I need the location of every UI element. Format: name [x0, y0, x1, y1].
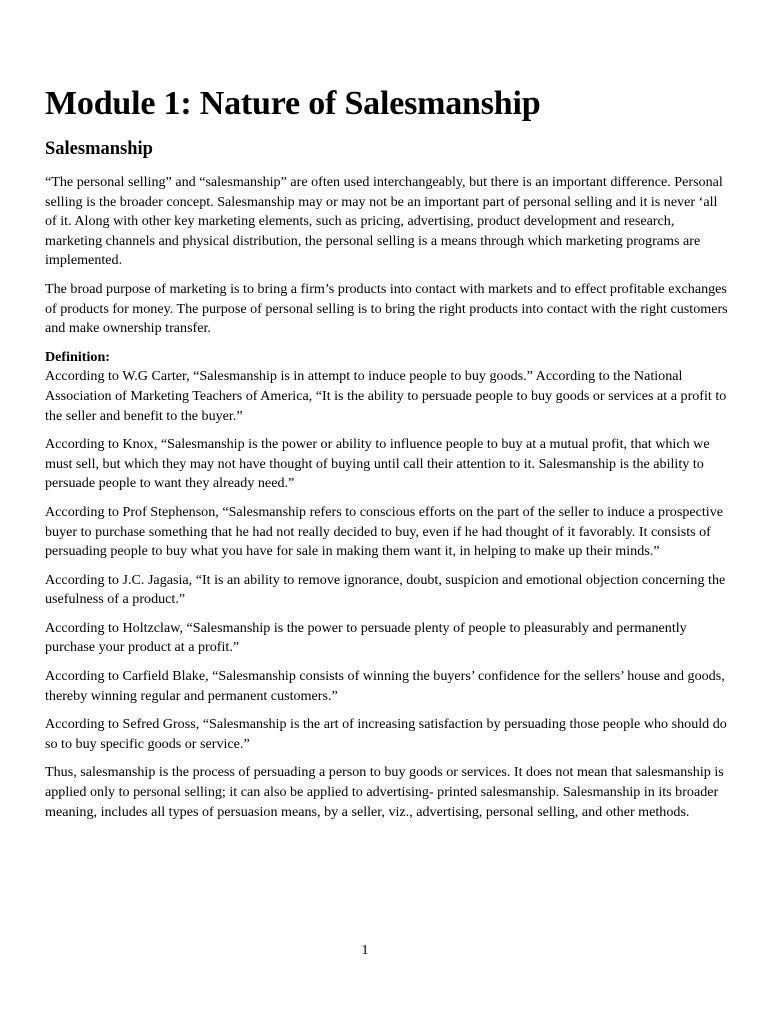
intro-section: [45, 173, 730, 339]
definition-holtzclaw: According to Holtzclaw, “Salesmanship is the power to persuade plenty of people to pleasurably and permanently purchase your product at a profit.”: [45, 619, 687, 656]
definition-blake: According to Carfield Blake, “Salesmanship consists of winning the buyers’ confidence for the sellers’ house and goods, thereby winning regular and permanent customers.”: [45, 668, 725, 704]
intro-paragraph-1: “The personal selling” and “salesmanship” are often used interchangeably, but there is an important difference. Personal selling is the broader concept. Salesmanship may or may not be an important part of personal selling and it is never ‘all of it. Along with other key marketing elements, such as pricing, advertising, product development and research, marketing channels and physical distribution, the personal selling is a means through which marketing programs are implemented.: [45, 174, 723, 269]
definition-carter: According to W.G Carter, “Salesmanship is in attempt to induce people to buy goods.” According to the National Association of Marketing Teachers of America, “It is the ability to persuade people to buy goods or services at a profit to the seller and benefit to the buyer.”: [45, 368, 727, 424]
definition-jagasia: According to J.C. Jagasia, “It is an ability to remove ignorance, doubt, suspicion and emotional objection concerning the usefulness of a product.”: [45, 571, 726, 608]
definition-knox: According to Knox, “Salesmanship is the power or ability to influence people to buy at a mutual profit, that which we must sell, but which they may not have thought of buying until call their attention to it. Salesmanship is the ability to persuade people to want they already need.”: [45, 436, 710, 492]
intro-paragraph-2: The broad purpose of marketing is to bring a firm’s products into contact with markets and to effect profitable exchanges of products for money. The purpose of personal selling is to bring the right products into contact with the right customers and make ownership transfer.: [45, 280, 728, 337]
page-title: Module 1: Nature of Salesmanship: [45, 85, 541, 122]
definition-stephenson: According to Prof Stephenson, “Salesmanship refers to conscious efforts on the part of the seller to induce a prospective buyer to purchase something that he had not really decided to buy, even if he had thought of it favorably. It consists of persuading people to buy what you have for sale in making them want it, in helping to make up their minds.”: [45, 503, 724, 560]
section-heading: Salesmanship: [45, 139, 153, 159]
conclusion-paragraph: Thus, salesmanship is the process of persuading a person to buy goods or services. It does not mean that salesmanship is applied only to personal selling; it can also be applied to advertising- printed salesmanship. Salesmanship in its broader meaning, includes all types of persuasion means, by a seller, viz., advertising, personal selling, and other methods.: [45, 764, 724, 820]
definitions-section: [45, 367, 730, 822]
document-page: [45, 84, 730, 822]
definition-gross: According to Sefred Gross, “Salesmanship is the art of increasing satisfaction by persuading those people who should do so to buy specific goods or service.”: [45, 716, 727, 752]
page-number: 1: [361, 943, 369, 958]
definition-heading: Definition:: [45, 348, 110, 365]
